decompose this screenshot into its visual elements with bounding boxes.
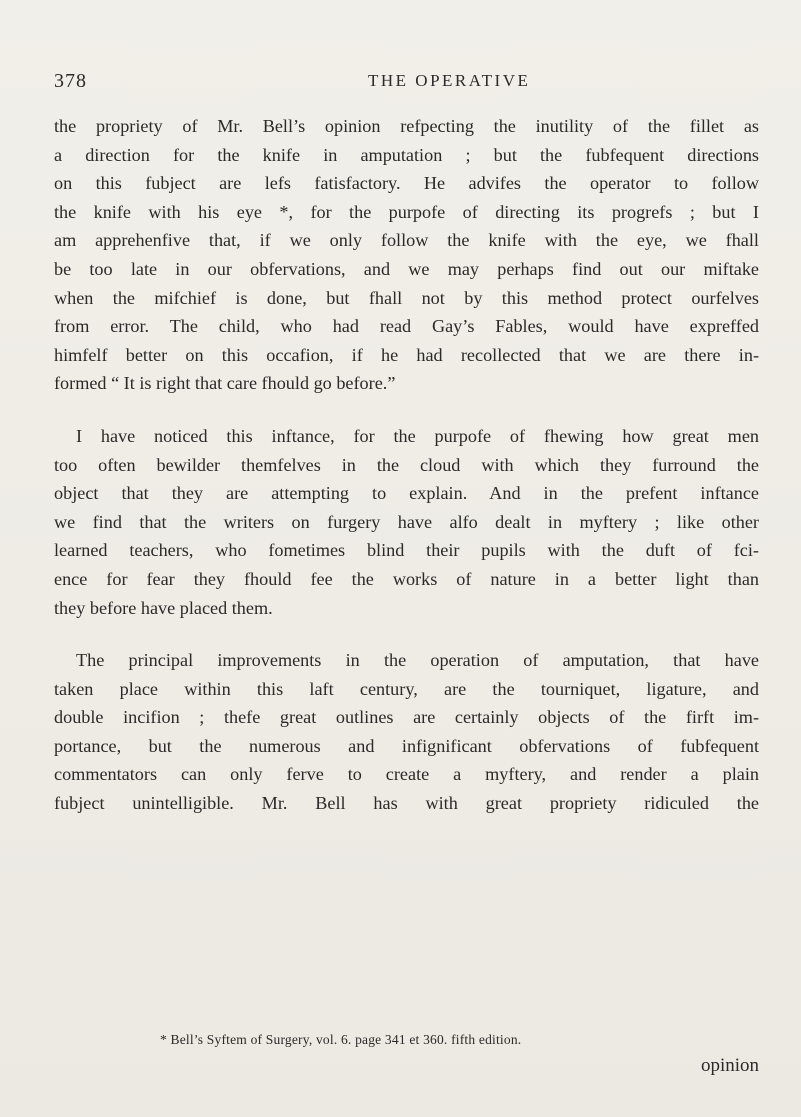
paragraph-1 (54, 112, 759, 398)
footnote: * Bell’s Syftem of Surgery, vol. 6. page 341 et 360. fifth edition. (160, 1032, 522, 1047)
page-number: 378 (54, 70, 87, 92)
text-line: portance, but the numerous and infignificant obfervations of fubfequent (54, 735, 759, 756)
text-line: too often bewilder themfelves in the cloud with which they furround the (54, 454, 759, 475)
text-line: on this fubject are lefs fatisfactory. He advifes the operator to follow (54, 173, 759, 194)
text-line: taken place within this laft century, are the tourniquet, ligature, and (54, 678, 759, 699)
paragraph-3 (54, 646, 759, 818)
text-line: a direction for the knife in amputation ; but the fubfequent directions (54, 144, 759, 165)
text-line: formed “ It is right that care fhould go before.” (54, 373, 396, 394)
text-line: the propriety of Mr. Bell’s opinion refpecting the inutility of the fillet as (54, 116, 759, 136)
text-line: the knife with his eye *, for the purpofe of directing its progrefs ; but I (54, 201, 759, 222)
paragraph-2 (54, 422, 759, 622)
body-text (54, 112, 759, 818)
catchword: opinion (700, 1055, 759, 1076)
text-line: The principal improvements in the operation of amputation, that have (76, 650, 759, 671)
paragraph-gap (54, 622, 759, 646)
text-line: from error. The child, who had read Gay’s Fables, would have expreffed (54, 316, 759, 337)
text-line: object that they are attempting to explain. And in the prefent inftance (54, 483, 759, 504)
text-line: fubject unintelligible. Mr. Bell has with great propriety ridiculed the (54, 793, 759, 814)
paragraph-gap (54, 398, 759, 422)
text-line: am apprehenfive that, if we only follow the knife with the eye, we fhall (54, 230, 759, 251)
text-line: learned teachers, who fometimes blind their pupils with the duft of fci- (54, 540, 759, 561)
text-line: when the mifchief is done, but fhall not by this method protect ourfelves (54, 287, 759, 308)
text-line: we find that the writers on furgery have alfo dealt in myftery ; like other (54, 511, 759, 532)
text-line: they before have placed them. (54, 597, 273, 618)
text-line: I have noticed this inftance, for the purpofe of fhewing how great men (76, 425, 759, 446)
running-title: THE OPERATIVE (368, 71, 531, 90)
text-line: be too late in our obfervations, and we may perhaps find out our miftake (54, 258, 759, 279)
running-head (54, 70, 754, 96)
text-line: ence for fear they fhould fee the works of nature in a better light than (54, 568, 759, 589)
text-line: double incifion ; thefe great outlines are certainly objects of the firft im- (54, 707, 759, 728)
text-line: commentators can only ferve to create a myftery, and render a plain (54, 764, 759, 785)
text-line: himfelf better on this occafion, if he had recollected that we are there in- (54, 344, 759, 365)
